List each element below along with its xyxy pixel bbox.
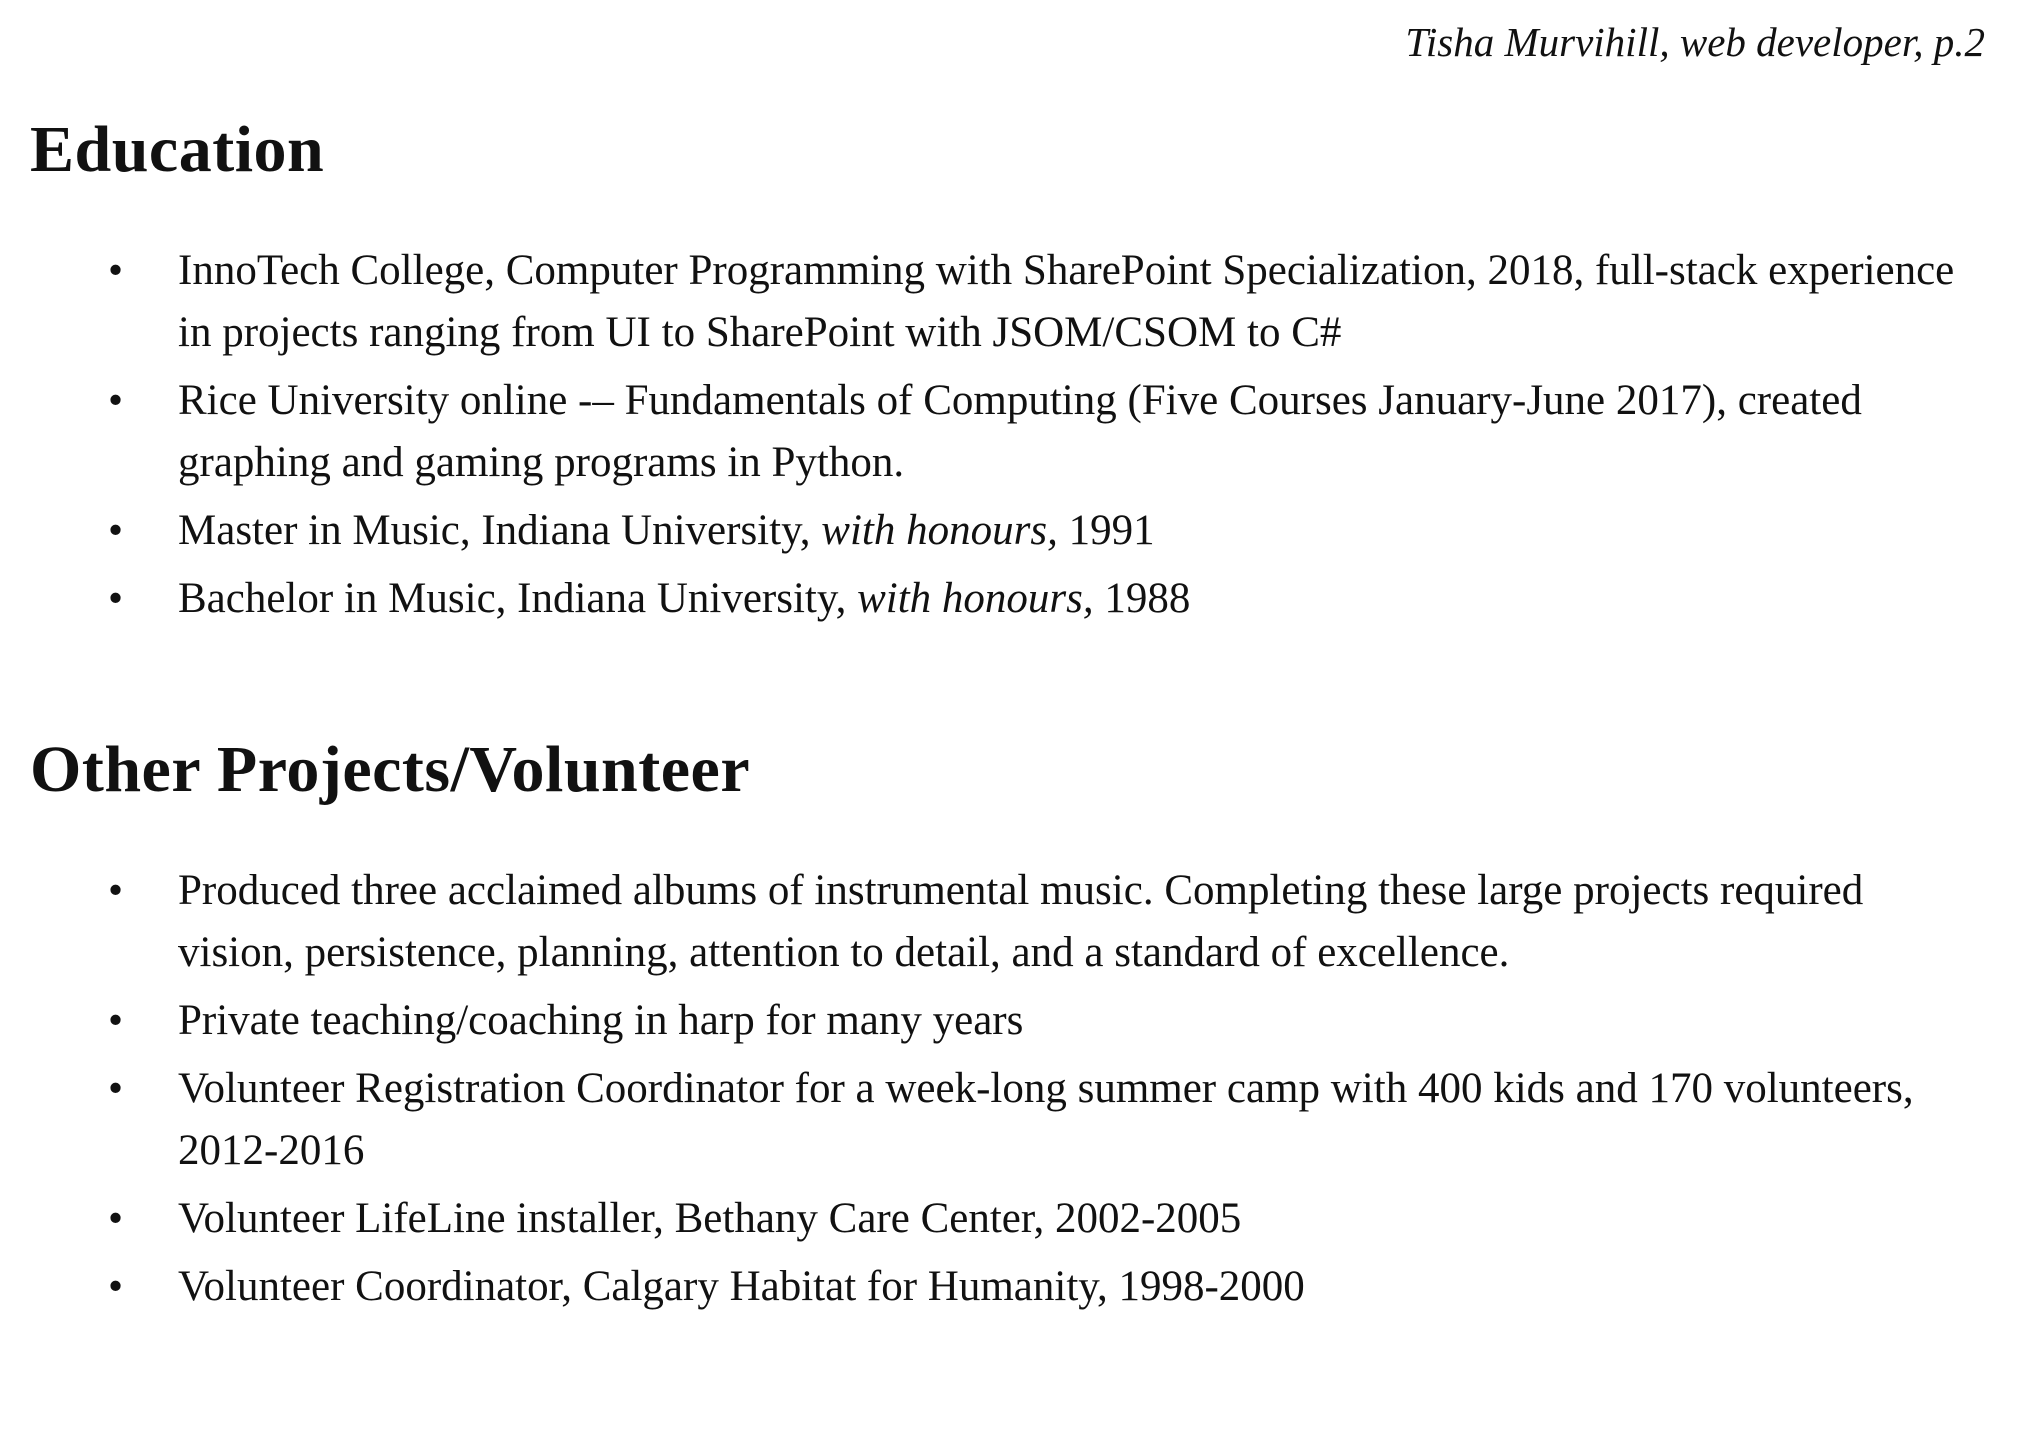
bullet-text: Private teaching/coaching in harp for many years xyxy=(178,997,1024,1044)
list-item xyxy=(30,990,1993,1052)
bullet-text-italic: with honours, xyxy=(821,507,1058,554)
section-title-education: Education xyxy=(30,113,325,186)
page-header xyxy=(30,16,1993,68)
section-education xyxy=(30,114,1993,630)
education-list xyxy=(30,240,1993,630)
section-other-projects-volunteer xyxy=(30,734,1993,1318)
bullet-text: Master in Music, Indiana University, xyxy=(178,507,822,554)
bullet-text: Volunteer Registration Coordinator for a week-long summer camp with 400 kids and 170 volunteers, 2012-2016 xyxy=(178,1065,1914,1174)
bullet-text: 1988 xyxy=(1093,575,1191,622)
section-title-other-projects-volunteer: Other Projects/Volunteer xyxy=(30,733,751,806)
bullet-text: 1991 xyxy=(1057,507,1155,554)
bullet-text: Bachelor in Music, Indiana University, xyxy=(178,575,858,622)
list-item xyxy=(30,500,1993,562)
bullet-text: Produced three acclaimed albums of instrumental music. Completing these large projects required vision, persistence, planning, attention to detail, and a standard of excellence. xyxy=(178,867,1864,976)
bullet-text: Rice University online -– Fundamentals of Computing (Five Courses January-June 2017), created graphing and gaming programs in Python. xyxy=(178,377,1862,486)
bullet-text: Volunteer Coordinator, Calgary Habitat for Humanity, 1998-2000 xyxy=(178,1263,1305,1310)
list-item xyxy=(30,860,1993,984)
list-item xyxy=(30,1256,1993,1318)
list-item xyxy=(30,240,1993,364)
header-name-title: Tisha Murvihill, web developer, p.2 xyxy=(1405,19,1985,65)
list-item xyxy=(30,568,1993,630)
bullet-text: Volunteer LifeLine installer, Bethany Care Center, 2002-2005 xyxy=(178,1195,1242,1242)
list-item xyxy=(30,1058,1993,1182)
bullet-text-italic: with honours, xyxy=(857,575,1094,622)
bullet-text: InnoTech College, Computer Programming with SharePoint Specialization, 2018, full-stack experience in projects ranging from UI to SharePoint with JSOM/CSOM to C# xyxy=(178,247,1955,356)
list-item xyxy=(30,1188,1993,1250)
other-projects-list xyxy=(30,860,1993,1318)
list-item xyxy=(30,370,1993,494)
